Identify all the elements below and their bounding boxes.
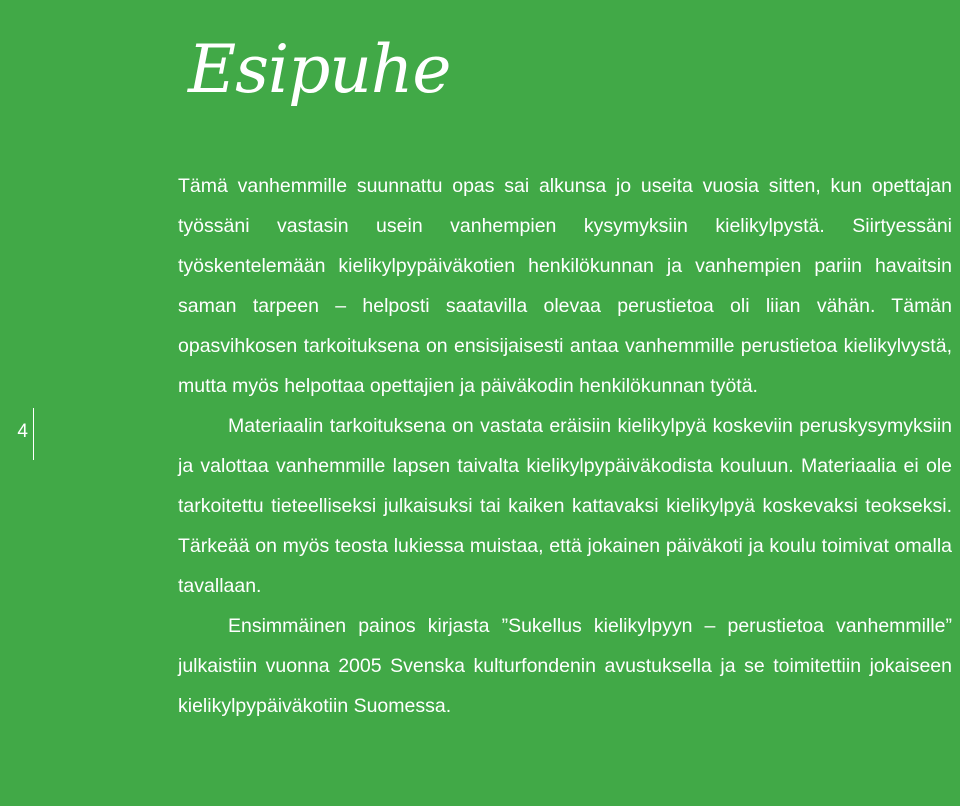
paragraph-3: Ensimmäinen painos kirjasta ”Sukellus kielikylpyyn – perustietoa vanhemmille” julkaistiin vuonna 2005 Svenska kulturfondenin avustuksella ja se toimitettiin jokaiseen kielikylpypäiväkotiin Suomessa. [178, 615, 952, 717]
paragraph-2: Materiaalin tarkoituksena on vastata eräisiin kielikylpyä koskeviin peruskysymyksiin ja valottaa vanhemmille lapsen taivalta kielikylpypäiväkodista kouluun. Materiaalia ei ole tarkoitettu tieteelliseksi julkaisuksi tai kaiken kattavaksi kielikylpyä koskevaksi teokseksi. Tärkeää on myös teosta lukiessa muistaa, että jokainen päiväkoti ja koulu toimivat omalla tavallaan. [178, 415, 952, 597]
paragraph-1: Tämä vanhemmille suunnattu opas sai alkunsa jo useita vuosia sitten, kun opettajan työssäni vastasin usein vanhempien kysymyksiin kielikylpystä. Siirtyessäni työskentelemään kielikylpypäiväkotien henkilökunnan ja vanhempien pariin havaitsin saman tarpeen – helposti saatavilla olevaa perustietoa oli liian vähän. Tämän opasvihkosen tarkoituksena on ensisijaisesti antaa vanhemmille perustietoa kielikylvystä, mutta myös helpottaa opettajien ja päiväkodin henkilökunnan työtä. [178, 175, 952, 397]
page-heading: Esipuhe [188, 31, 451, 108]
margin-rule [33, 408, 34, 460]
page-number: 4 [17, 421, 28, 442]
body-text [178, 166, 952, 726]
